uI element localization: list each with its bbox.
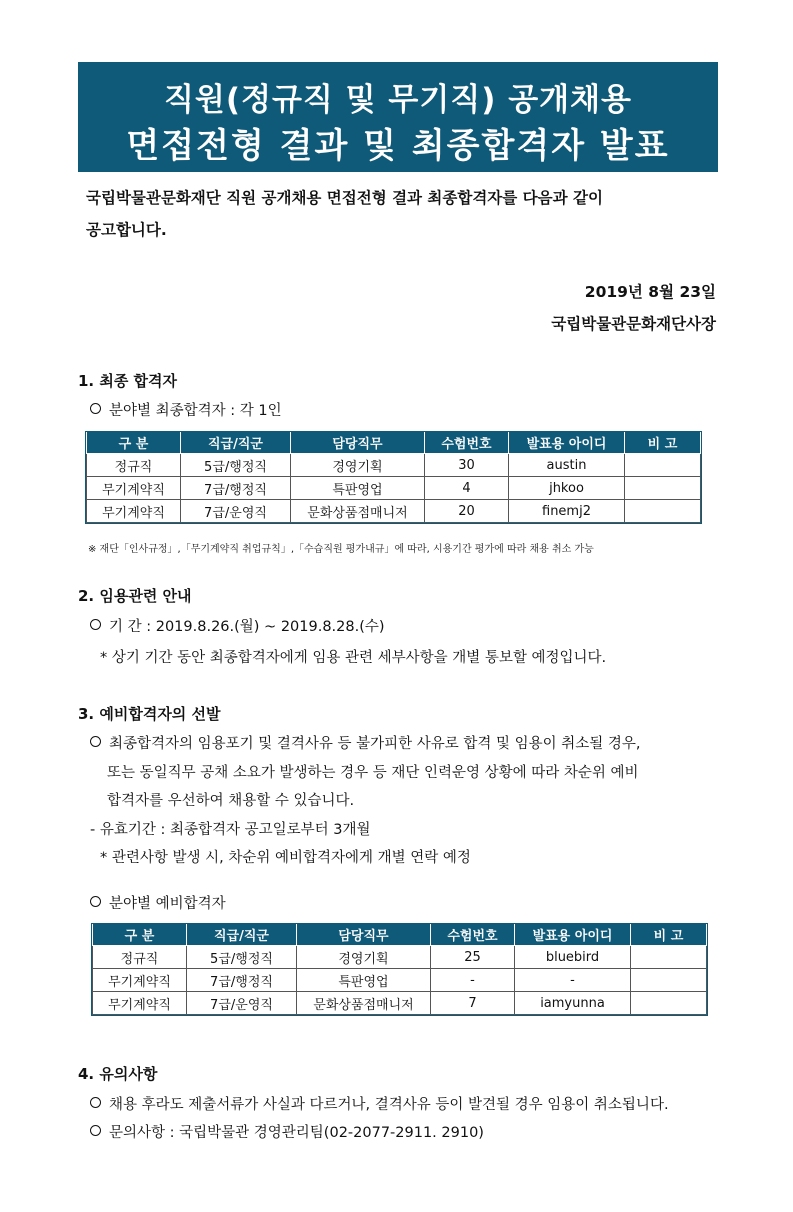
table-cell: 5급/행정직 <box>187 946 297 969</box>
circle-bullet-icon <box>90 1097 101 1108</box>
table-cell: - <box>431 969 515 992</box>
header-cell: 비 고 <box>625 432 701 454</box>
title-banner <box>78 62 718 172</box>
table-cell: jhkoo <box>509 477 625 500</box>
table-row <box>93 969 707 992</box>
table-row <box>87 477 701 500</box>
table-cell: 5급/행정직 <box>181 454 291 477</box>
header-cell: 구 분 <box>93 924 187 946</box>
table-cell <box>625 477 701 500</box>
table-cell: 7급/운영직 <box>187 992 297 1015</box>
header-cell: 직급/직군 <box>187 924 297 946</box>
table-row <box>87 500 701 523</box>
circle-bullet-icon <box>90 736 101 747</box>
section-2-subnote: * 상기 기간 동안 최종합격자에게 임용 관련 세부사항을 개별 통보할 예정입니다. <box>100 650 607 666</box>
title-line-2: 면접전형 결과 및 최종합격자 발표 <box>126 126 670 166</box>
table-cell <box>625 454 701 477</box>
section-1-heading: 1. 최종 합격자 <box>78 372 178 390</box>
table-cell: 무기계약직 <box>87 477 181 500</box>
final-pass-table <box>86 432 701 523</box>
table-cell: 무기계약직 <box>93 992 187 1015</box>
table-cell: 정규직 <box>87 454 181 477</box>
intro-line-1: 국립박물관문화재단 직원 공개채용 면접전형 결과 최종합격자를 다음과 같이 <box>86 189 603 207</box>
table-header-row <box>93 924 707 946</box>
section-3-para-line-3: 합격자를 우선하여 채용할 수 있습니다. <box>107 793 355 809</box>
header-cell: 구 분 <box>87 432 181 454</box>
table-cell <box>631 992 707 1015</box>
table-cell: 7급/운영직 <box>181 500 291 523</box>
table-cell: 4 <box>425 477 509 500</box>
table-cell: bluebird <box>515 946 631 969</box>
table-cell: 7급/행정직 <box>181 477 291 500</box>
section-3-para-line-1: 최종합격자의 임용포기 및 결격사유 등 불가피한 사유로 합격 및 임용이 취소될 경우, <box>90 732 641 753</box>
header-cell: 수험번호 <box>431 924 515 946</box>
section-1-note: ※ 재단「인사규정」,「무기계약직 취업규칙」,「수습직원 평가내규」에 따라, 시용기간 평가에 따라 채용 취소 가능 <box>88 544 594 555</box>
table-cell: 7 <box>431 992 515 1015</box>
circle-bullet-icon <box>90 619 101 630</box>
intro-line-2: 공고합니다. <box>86 221 167 239</box>
table-cell: iamyunna <box>515 992 631 1015</box>
header-cell: 담당직무 <box>297 924 431 946</box>
section-3-validity: - 유효기간 : 최종합격자 공고일로부터 3개월 <box>90 822 371 838</box>
header-cell: 담당직무 <box>291 432 425 454</box>
table-cell: austin <box>509 454 625 477</box>
section-4-item-1: 채용 후라도 제출서류가 사실과 다르거나, 결격사유 등이 발견될 경우 임용이 취소됩니다. <box>90 1093 669 1114</box>
reserve-pass-table <box>92 924 707 1015</box>
header-cell: 발표용 아이디 <box>515 924 631 946</box>
circle-bullet-icon <box>90 896 101 907</box>
table-row <box>87 454 701 477</box>
table-cell: 7급/행정직 <box>187 969 297 992</box>
section-2-heading: 2. 임용관련 안내 <box>78 587 192 605</box>
table-cell <box>631 946 707 969</box>
issuer-name: 국립박물관문화재단사장 <box>551 315 716 333</box>
header-cell: 수험번호 <box>425 432 509 454</box>
table-cell: 경영기획 <box>297 946 431 969</box>
table-cell: 30 <box>425 454 509 477</box>
table-cell <box>625 500 701 523</box>
table-cell: 문화상품점매니저 <box>291 500 425 523</box>
header-cell: 발표용 아이디 <box>509 432 625 454</box>
table-cell: 특판영업 <box>297 969 431 992</box>
circle-bullet-icon <box>90 403 101 414</box>
table-cell: 특판영업 <box>291 477 425 500</box>
table-row <box>93 992 707 1015</box>
table-cell: 25 <box>431 946 515 969</box>
header-cell: 비 고 <box>631 924 707 946</box>
section-1-bullet: 분야별 최종합격자 : 각 1인 <box>90 399 282 420</box>
table-header-row <box>87 432 701 454</box>
section-3-bullet: 분야별 예비합격자 <box>90 892 226 913</box>
section-3-para-line-2: 또는 동일직무 공채 소요가 발생하는 경우 등 재단 인력운영 상황에 따라 차순위 예비 <box>107 765 639 781</box>
table-cell: - <box>515 969 631 992</box>
section-4-heading: 4. 유의사항 <box>78 1065 158 1083</box>
table-cell: 문화상품점매니저 <box>297 992 431 1015</box>
section-4-item-2: 문의사항 : 국립박물관 경영관리팀(02-2077-2911. 2910) <box>90 1121 484 1142</box>
table-row <box>93 946 707 969</box>
announcement-date: 2019년 8월 23일 <box>584 283 716 301</box>
table-cell: 무기계약직 <box>87 500 181 523</box>
table-cell: 무기계약직 <box>93 969 187 992</box>
table-cell: finemj2 <box>509 500 625 523</box>
header-cell: 직급/직군 <box>181 432 291 454</box>
table-cell: 정규직 <box>93 946 187 969</box>
title-line-1: 직원(정규직 및 무기직) 공개채용 <box>163 82 632 118</box>
table-cell: 20 <box>425 500 509 523</box>
circle-bullet-icon <box>90 1125 101 1136</box>
section-3-subnote: * 관련사항 발생 시, 차순위 예비합격자에게 개별 연락 예정 <box>100 850 471 866</box>
section-2-period: 기 간 : 2019.8.26.(월) ~ 2019.8.28.(수) <box>90 615 385 636</box>
table-cell: 경영기획 <box>291 454 425 477</box>
table-cell <box>631 969 707 992</box>
section-3-heading: 3. 예비합격자의 선발 <box>78 705 221 723</box>
